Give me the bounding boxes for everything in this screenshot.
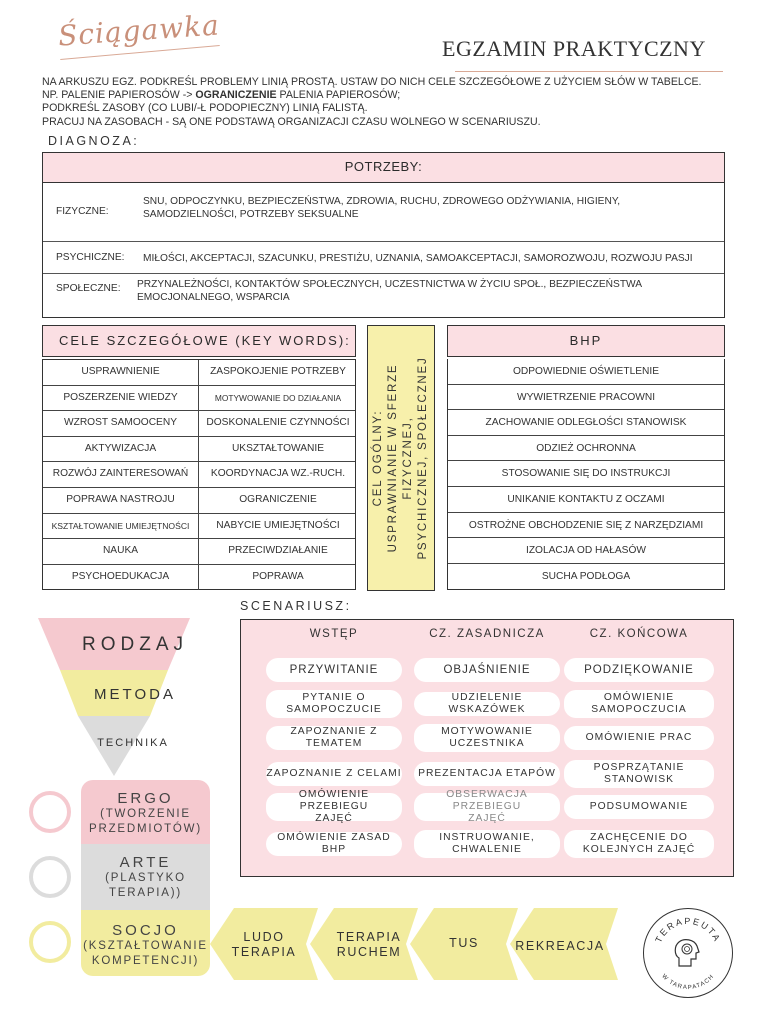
- scenariusz-step-line: OMÓWIENIE PRZEBIEGU: [298, 789, 370, 812]
- scenariusz-step: [266, 832, 402, 856]
- svg-text:W TARAPATACH: [660, 973, 715, 991]
- scenariusz-step: [414, 762, 560, 786]
- scenariusz-step-line: PRZYWITANIE: [289, 664, 379, 676]
- scenariusz-step-text: [591, 692, 687, 716]
- diagnoza-row-label: FIZYCZNE:: [56, 206, 109, 217]
- diagnoza-row-text: MIŁOŚCI, AKCEPTACJI, SZACUNKU, PRESTIŻU, UZNANIA, SAMOAKCEPTACJI, SAMOROZWOJU, ROZWOJU PASJI: [143, 253, 693, 264]
- cele-cell: PRZECIWDZIAŁANIE: [228, 545, 328, 557]
- instruction-line-2-pre: NP. PALENIE PAPIEROSÓW ->: [42, 89, 196, 102]
- scenariusz-step-line: PODZIĘKOWANIE: [584, 664, 694, 676]
- scenariusz-step-line: INSTRUOWANIE,: [439, 832, 535, 843]
- page-title: EGZAMIN PRAKTYCZNY: [442, 36, 706, 61]
- cel-ogolny-box: [367, 325, 435, 591]
- diagnoza-row-text: PRZYNALEŻNOŚCI, KONTAKTÓW SPOŁECZNYCH, UCZESTNICTWA W ŻYCIU SPOŁ., BEZPIECZEŃSTWA: [137, 279, 643, 290]
- scenariusz-step-line: SAMOPOCZUCIE: [286, 704, 382, 715]
- scenariusz-step: [564, 658, 714, 682]
- cele-row: [43, 565, 355, 591]
- type-box-ergo: [81, 780, 210, 844]
- type-title: ERGO: [117, 790, 174, 807]
- cele-table: [42, 359, 356, 590]
- scenariusz-step-text: [594, 762, 685, 786]
- scenariusz-step: [414, 692, 560, 716]
- scenariusz-step-text: [584, 664, 694, 676]
- cele-cell: ROZWÓJ ZAINTERESOWAŃ: [43, 462, 199, 487]
- type-subtitle: (KSZTAŁTOWANIE: [83, 940, 208, 952]
- scenariusz-step-line: ZACHĘCENIE DO: [590, 832, 688, 843]
- scenariusz-column-header: WSTĘP: [309, 628, 359, 640]
- diagnoza-row-spoleczne: [43, 274, 724, 317]
- diagnoza-table: [42, 152, 725, 318]
- bhp-item: STOSOWANIE SIĘ DO INSTRUKCJI: [448, 461, 724, 487]
- scenariusz-column-header: CZ. ZASADNICZA: [429, 628, 545, 640]
- arrow-label: REKREACJA: [515, 939, 605, 953]
- cele-cell: PSYCHOEDUKACJA: [43, 565, 199, 591]
- cele-row: [43, 462, 355, 488]
- cele-cell: USPRAWNIENIE: [43, 360, 199, 385]
- scenariusz-step-text: [266, 832, 402, 856]
- cele-cell: DOSKONALENIE CZYNNOŚCI: [206, 417, 350, 429]
- scenariusz-step-text: [266, 789, 402, 825]
- arrow-label-line: RUCHEM: [336, 945, 402, 959]
- scenariusz-step-line: CHWALENIE: [452, 844, 522, 855]
- cel-ogolny-line: USPRAWNIANIE W SFERZE FIZYCZNEJ,: [387, 363, 414, 553]
- arrow-label: [226, 930, 302, 960]
- type-subtitle: (TWORZENIE: [100, 808, 191, 820]
- logo-stamp: [643, 908, 733, 998]
- cele-cell: UKSZTAŁTOWANIE: [231, 442, 325, 454]
- diagnoza-row-label: SPOŁECZNE:: [56, 283, 121, 294]
- arrow-label: [326, 930, 412, 960]
- scenariusz-step-line: ZAPOZNANIE Z CELAMI: [266, 768, 402, 779]
- cele-row: [43, 386, 355, 412]
- cele-cell: POPRAWA: [252, 570, 304, 582]
- bhp-item: ZACHOWANIE ODLEGŁOŚCI STANOWISK: [448, 410, 724, 436]
- scenariusz-step-line: OMÓWIENIE ZASAD BHP: [277, 832, 391, 855]
- bhp-header: BHP: [447, 325, 725, 357]
- type-title: ARTE: [119, 854, 172, 871]
- cel-ogolny-line: CEL OGÓLNY:: [372, 409, 384, 507]
- instruction-line-2: [42, 89, 742, 102]
- type-box-arte: [81, 844, 210, 910]
- scenariusz-step-text: [414, 789, 560, 825]
- scenariusz-step-text: [290, 664, 379, 676]
- diagnoza-row-text: SNU, ODPOCZYNKU, BEZPIECZEŃSTWA, ZDROWIA, RUCHU, ZDROWEGO ODŻYWIANIA, HIGIENY,: [143, 196, 621, 207]
- arrow-label-line: TERAPIA: [336, 930, 402, 944]
- instructions: [42, 76, 742, 129]
- instruction-line-4: PRACUJ NA ZASOBACH - SĄ ONE PODSTAWĄ ORGANIZACJI CZASU WOLNEGO W SCENARIUSZU.: [42, 115, 541, 128]
- scenariusz-step-line: OBSERWACJA PRZEBIEGU: [446, 789, 528, 812]
- scenariusz-step: [414, 658, 560, 682]
- diagnoza-row-fizyczne: [43, 183, 724, 242]
- cele-cell: WZROST SAMOOCENY: [43, 411, 199, 436]
- type-subtitle: (PLASTYKO: [105, 872, 186, 884]
- funnel-label-technika: TECHNIKA: [97, 737, 169, 749]
- scenariusz-step-text: [443, 664, 530, 676]
- scenariusz-box: [240, 619, 734, 877]
- diagnoza-row-text: EMOCJONALNEGO, WSPARCIA: [137, 292, 290, 303]
- socjo-checkbox-circle[interactable]: [29, 921, 71, 963]
- scenariusz-step-text: [583, 832, 695, 856]
- bhp-list: [447, 359, 725, 590]
- type-subtitle: TERAPIA)): [108, 887, 183, 899]
- cel-ogolny-text: [371, 327, 431, 589]
- type-subtitle: KOMPETENCJI): [91, 955, 200, 967]
- bhp-item: IZOLACJA OD HAŁASÓW: [448, 538, 724, 564]
- cele-row: [43, 539, 355, 565]
- scenariusz-step-line: UDZIELENIE WSKAZÓWEK: [448, 692, 526, 715]
- scenariusz-step-text: [590, 801, 689, 813]
- cele-row: [43, 488, 355, 514]
- type-box-socjo: [81, 910, 210, 976]
- instruction-line-3: PODKREŚL ZASOBY (CO LUBI/-Ł PODOPIECZNY) LINIĄ FALISTĄ.: [42, 102, 368, 115]
- cele-row: [43, 514, 355, 540]
- cele-cell: POSZERZENIE WIEDZY: [43, 386, 199, 411]
- type-title: SOCJO: [112, 922, 179, 939]
- scenariusz-step-text: [414, 692, 560, 716]
- arte-checkbox-circle[interactable]: [29, 856, 71, 898]
- scenariusz-step-line: ZAPOZNANIE Z TEMATEM: [290, 726, 378, 749]
- title-underline: [455, 71, 723, 72]
- bhp-item: UNIKANIE KONTAKTU Z OCZAMI: [448, 487, 724, 513]
- scenariusz-step-text: [586, 732, 693, 744]
- scenariusz-step-text: [266, 768, 401, 780]
- scenariusz-step-line: PREZENTACJA ETAPÓW: [418, 768, 556, 779]
- logo-text: Ściągawka: [57, 8, 221, 53]
- scenariusz-step: [564, 830, 714, 858]
- scenariusz-step-text: [266, 726, 402, 750]
- arrow-label-line: TERAPIA: [231, 945, 297, 959]
- funnel-label-rodzaj: RODZAJ: [82, 634, 188, 655]
- cele-cell: POPRAWA NASTROJU: [43, 488, 199, 513]
- arrow-label-line: LUDO: [243, 930, 285, 944]
- bhp-item: WYWIETRZENIE PRACOWNI: [448, 385, 724, 411]
- type-subtitle: PRZEDMIOTÓW): [89, 823, 202, 835]
- bhp-item: ODZIEŻ OCHRONNA: [448, 436, 724, 462]
- cele-cell: KSZTAŁTOWANIE UMIEJĘTNOŚCI: [43, 514, 199, 539]
- scenariusz-step: [414, 789, 560, 824]
- scenariusz-step: [266, 690, 402, 718]
- scenariusz-step: [564, 760, 714, 788]
- diagnoza-row-psychiczne: [43, 242, 724, 274]
- scenariusz-label: SCENARIUSZ:: [240, 599, 352, 613]
- scenariusz-step-line: OBJAŚNIENIE: [443, 664, 531, 676]
- scenariusz-step: [414, 724, 560, 752]
- cele-cell: OGRANICZENIE: [239, 494, 317, 505]
- cele-cell: KOORDYNACJA WZ.-RUCH.: [210, 468, 346, 480]
- scenariusz-step-text: [439, 832, 535, 856]
- scenariusz-step: [266, 658, 402, 682]
- scenariusz-step-line: MOTYWOWANIE: [441, 726, 533, 737]
- stamp-bottom-text: W TARAPATACH: [659, 972, 716, 991]
- scenariusz-step-line: SAMOPOCZUCIA: [591, 704, 687, 715]
- cele-row: [43, 437, 355, 463]
- scenariusz-step-line: OMÓWIENIE: [603, 692, 675, 703]
- cele-row: [43, 360, 355, 386]
- bhp-item: OSTROŻNE OBCHODZENIE SIĘ Z NARZĘDZIAMI: [448, 513, 724, 539]
- scenariusz-step-text: [286, 692, 382, 716]
- bhp-item: ODPOWIEDNIE OŚWIETLENIE: [448, 359, 724, 385]
- scenariusz-step-line: KOLEJNYCH ZAJĘĆ: [582, 844, 696, 855]
- instruction-line-2-post: PALENIA PAPIEROSÓW;: [276, 89, 401, 102]
- scenariusz-step-line: PYTANIE O: [302, 692, 366, 703]
- arrow-label: TUS: [449, 936, 479, 950]
- diagnoza-row-text: SAMODZIELNOŚCI, POTRZEBY SEKSUALNE: [143, 209, 359, 220]
- scenariusz-step: [564, 726, 714, 750]
- bhp-item: SUCHA PODŁOGA: [541, 570, 631, 582]
- scenariusz-step: [564, 795, 714, 819]
- cele-row: [43, 411, 355, 437]
- ergo-checkbox-circle[interactable]: [29, 791, 71, 833]
- scenariusz-step-line: UCZESTNIKA: [449, 738, 525, 749]
- diagnoza-row-label: PSYCHICZNE:: [56, 252, 125, 263]
- diagnoza-header: POTRZEBY:: [43, 153, 724, 183]
- scenariusz-step-line: PODSUMOWANIE: [589, 801, 689, 812]
- cele-cell: NABYCIE UMIEJĘTNOŚCI: [216, 519, 340, 531]
- scenariusz-step-line: ZAJĘĆ: [468, 813, 506, 824]
- stamp-graphic: [643, 908, 733, 998]
- scenariusz-column-header: CZ. KOŃCOWA: [589, 628, 689, 640]
- stamp-top-text: TERAPEUTA: [652, 915, 723, 944]
- cele-cell: NAUKA: [43, 539, 199, 564]
- scenariusz-step: [266, 726, 402, 750]
- cele-header: CELE SZCZEGÓŁOWE (KEY WORDS):: [42, 325, 356, 357]
- scenariusz-step-line: STANOWISK: [603, 774, 674, 785]
- scenariusz-step-line: POSPRZĄTANIE: [593, 762, 685, 773]
- scenariusz-step-text: [418, 768, 556, 780]
- funnel-label-metoda: METODA: [94, 686, 176, 703]
- cele-cell: MOTYWOWANIE DO DZIAŁANIA: [214, 392, 342, 403]
- diagnoza-label: DIAGNOZA:: [48, 134, 140, 148]
- scenariusz-step-line: OMÓWIENIE PRAC: [585, 732, 693, 743]
- cele-cell: ZASPOKOJENIE POTRZEBY: [210, 366, 346, 377]
- cele-cell: AKTYWIZACJA: [43, 437, 199, 462]
- scenariusz-step-text: [441, 726, 533, 750]
- scenariusz-step: [266, 762, 402, 786]
- scenariusz-step: [414, 830, 560, 858]
- scenariusz-step: [266, 789, 402, 824]
- scenariusz-step-line: ZAJĘĆ: [315, 813, 353, 824]
- scenariusz-step: [564, 690, 714, 718]
- instruction-line-1: NA ARKUSZU EGZ. PODKREŚL PROBLEMY LINIĄ PROSTĄ. USTAW DO NICH CELE SZCZEGÓŁOWE Z UŻYCIEM SŁÓW W TABELCE.: [42, 76, 702, 88]
- instruction-line-2-bold: OGRANICZENIE: [195, 89, 277, 102]
- cel-ogolny-line: PSYCHICZNEJ, SPOŁECZNEJ: [417, 356, 429, 560]
- head-icon: [675, 939, 699, 965]
